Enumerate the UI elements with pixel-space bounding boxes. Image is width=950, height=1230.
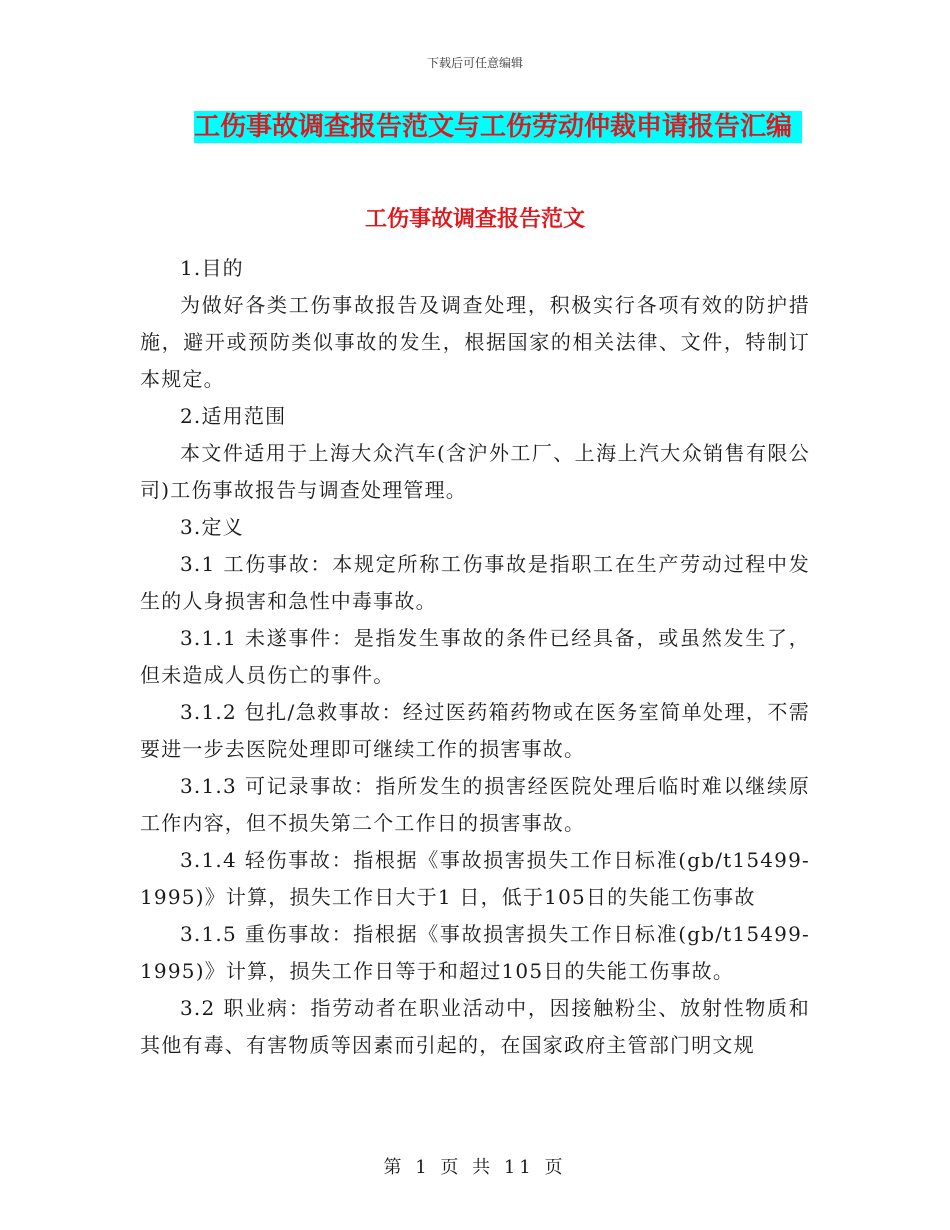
paragraph: 3.1 工伤事故：本规定所称工伤事故是指职工在生产劳动过程中发生的人身损害和急性中毒事故。: [140, 552, 810, 613]
paragraph: 3.1.2 包扎/急救事故：经过医药箱药物或在医务室简单处理，不需要进一步去医院处理即可继续工作的损害事故。: [140, 700, 810, 761]
header-note: 下载后可任意编辑: [426, 56, 523, 70]
document-body: [140, 250, 810, 1064]
document-title: 工伤事故调查报告范文与工伤劳动仲裁申请报告汇编: [194, 111, 802, 143]
paragraph: 3.1.3 可记录事故：指所发生的损害经医院处理后临时难以继续原工作内容，但不损失第二个工作日的损害事故。: [140, 774, 810, 835]
paragraph: 为做好各类工伤事故报告及调查处理，积极实行各项有效的防护措施，避开或预防类似事故的发生，根据国家的相关法律、文件，特制订本规定。: [140, 293, 810, 391]
page-number: 第 1 页 共 11 页: [383, 1157, 567, 1178]
paragraph: 3.1.5 重伤事故：指根据《事故损害损失工作日标准(gb/t15499-1995)》计算，损失工作日等于和超过105日的失能工伤事故。: [140, 922, 810, 983]
paragraph: 3.1.4 轻伤事故：指根据《事故损害损失工作日标准(gb/t15499-1995)》计算，损失工作日大于1 日，低于105日的失能工伤事故: [140, 848, 810, 909]
paragraph: 3.1.1 未遂事件：是指发生事故的条件已经具备，或虽然发生了，但未造成人员伤亡的事件。: [140, 626, 810, 687]
paragraph: 1.目的: [180, 256, 244, 280]
paragraph: 3.定义: [180, 515, 244, 539]
section-title: 工伤事故调查报告范文: [364, 206, 585, 232]
paragraph: 2.适用范围: [180, 404, 287, 428]
paragraph: 本文件适用于上海大众汽车(含沪外工厂、上海上汽大众销售有限公司)工伤事故报告与调查处理管理。: [140, 441, 810, 502]
paragraph: 3.2 职业病：指劳动者在职业活动中，因接触粉尘、放射性物质和其他有毒、有害物质等因素而引起的，在国家政府主管部门明文规: [140, 996, 810, 1057]
